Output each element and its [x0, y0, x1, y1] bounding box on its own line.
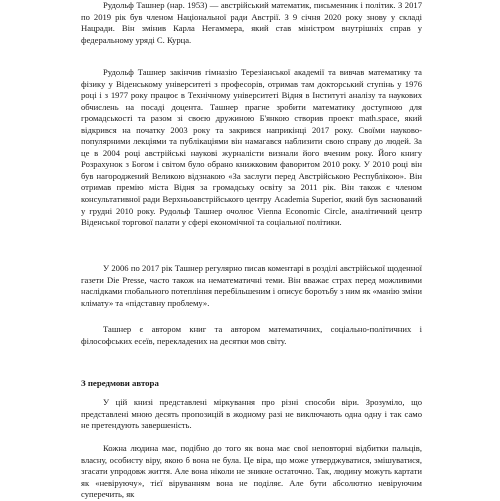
preface-paragraph-2: Кожна людина має, подібно до того як вона має свої неповторні відбитки пальців, власну, особисту віру, якою б вона не була. Це віра, що може утверджуватися, змішуватися, згасати упродовж життя. Але вона ніколи не зникне остаточно. Так, людину можуть картати як «невіруючу», тієї віруванням вона не поділяє. Але бути абсолютно невіруючим суперечить, як — [81, 443, 422, 500]
section-heading: З передмови автора — [81, 378, 159, 388]
author-paragraph: Ташнер є автором книг та автором математичних, соціально-політичних і філософських есеїв, перекладених на десятки мов світу. — [81, 324, 422, 346]
preface-paragraph: У цій книзі представлені міркування про різні способи віри. Зрозуміло, що представлені мною десять пропозицій в жодному разі не виключають одна одну і так само не претендують завершеність. — [81, 397, 422, 431]
education-paragraph: Рудольф Ташнер закінчив гімназію Терезіанської академії та вивчав математику та фізику у Віденському університеті з професорів, отримав там докторський ступінь у 1976 році і з 1977 року працює в Технічному університеті Відня в Інституті аналізу та наукових обчислень на посаді доцента. Ташнер прагне зробити математику доступною для громадськості та разом зі своєю дружиною Б'янкою створив проект math.space, який відкрився на початку 2003 року та закрився наприкінці 2017 року. Своїми науково-популярними лекціями та публікаціями він намагався наблизити свою справу до людей. За це в 2004 році австрійські наукові журналісти визнали його вченим року. Його книгу Розрахунок з Богом і світом було обрано книжковим фаворитом 2010 року. У 2010 році він був нагороджений Великою відзнакою «За заслуги перед Австрійською Республікою». Він отримав премію міста Відня за громадську освіту за 2011 рік. Він також є членом консультативної ради Верхньоавстрійського центру Academia Superior, який був заснований у грудні 2010 року. Рудольф Ташнер очолює Vienna Economic Circle, аналітичний центр Віденської торгової палати у сфері економічної та соціальної політики. — [81, 67, 422, 228]
bio-paragraph: Рудольф Ташнер (нар. 1953) — австрійський математик, письменник і політик. З 2017 по 2019 рік був членом Національної ради Австрії. З 9 січня 2020 року знову у складі Нацради. Він змінив Карла Негаммера, який став міністром внутрішніх справ у федеральному уряді С. Курца. — [81, 0, 422, 45]
columns-paragraph: У 2006 по 2017 рік Ташнер регулярно писав коментарі в розділі австрійської щоденної газети Die Presse, часто також на нематематичні теми. Він вважає страх перед можливими наслідками глобального потепління перебільшеним і описує боротьбу з ним як «манію зміни клімату» та «підставну проблему». — [81, 263, 422, 308]
